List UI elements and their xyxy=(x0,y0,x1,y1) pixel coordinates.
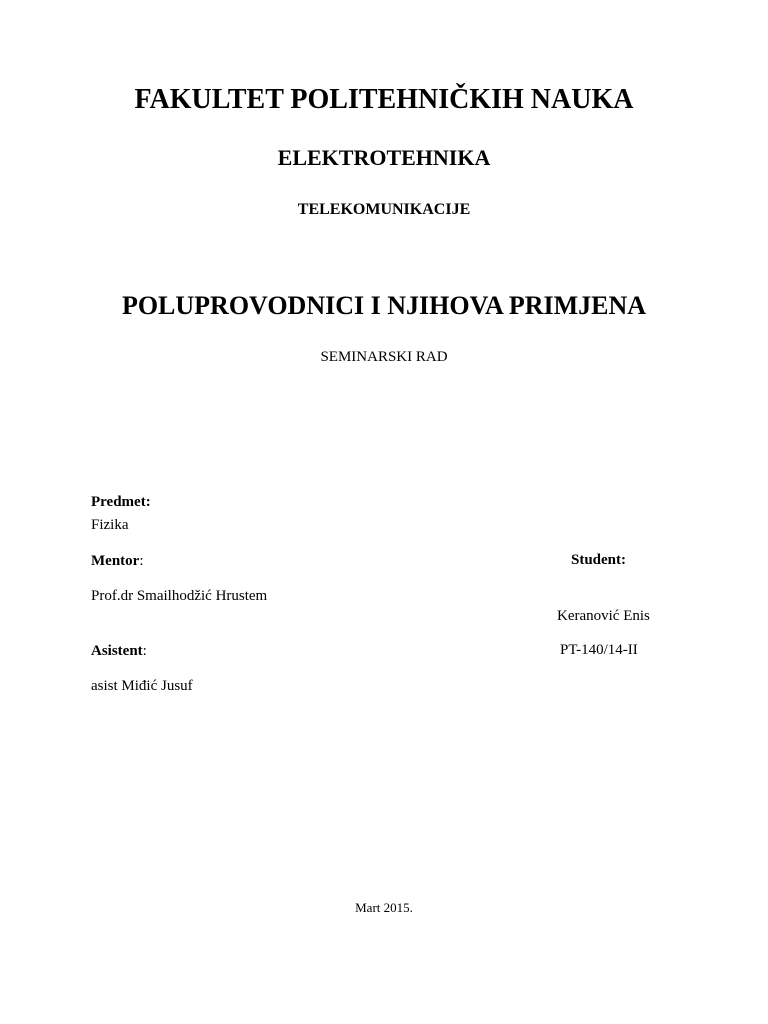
assistant-value: asist Miđić Jusuf xyxy=(91,678,193,694)
subject-value: Fizika xyxy=(91,517,129,533)
student-index: PT-140/14-II xyxy=(560,642,638,658)
assistant-label-group xyxy=(91,643,147,659)
assistant-label: Asistent xyxy=(91,643,143,659)
student-label: Student: xyxy=(571,552,627,568)
department-name: ELEKTROTEHNIKA xyxy=(277,145,491,170)
program-name: TELEKOMUNIKACIJE xyxy=(297,201,471,218)
mentor-label-group xyxy=(91,553,143,569)
mentor-label: Mentor xyxy=(91,553,140,569)
mentor-value: Prof.dr Smailhodžić Hrustem xyxy=(91,588,268,604)
faculty-name: FAKULTET POLITEHNIČKIH NAUKA xyxy=(134,84,634,115)
mentor-label-colon: : xyxy=(139,553,144,569)
assistant-label-colon: : xyxy=(142,643,147,659)
document-date: Mart 2015. xyxy=(355,900,413,915)
paper-title: POLUPROVODNICI I NJIHOVA PRIMJENA xyxy=(121,291,647,320)
paper-type: SEMINARSKI RAD xyxy=(320,349,448,365)
subject-label: Predmet: xyxy=(91,494,151,510)
student-name: Keranović Enis xyxy=(557,608,650,624)
